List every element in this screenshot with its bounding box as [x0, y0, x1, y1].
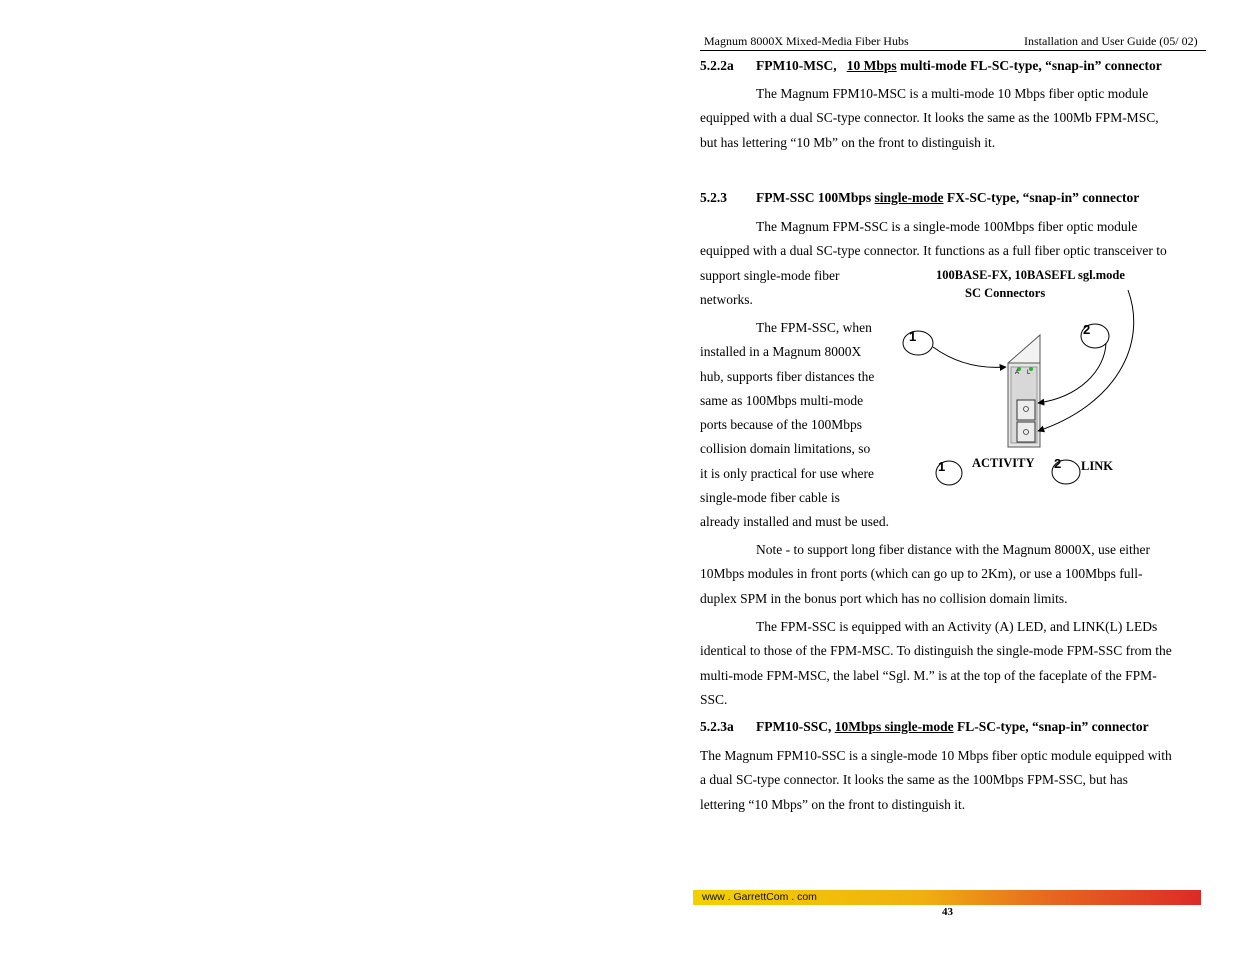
- paragraph-5-2-3-intro: [700, 215, 1200, 264]
- heading-text: FPM10-MSC,: [756, 58, 837, 73]
- text-line: networks.: [700, 292, 753, 308]
- text-line: The FPM-SSC is equipped with an Activity (A) LED, and LINK(L) LEDs: [756, 619, 1158, 634]
- heading-text: FPM-SSC 100Mbps: [756, 190, 875, 205]
- text-line: equipped with a dual SC-type connector. It looks the same as the 100Mb FPM-MSC,: [700, 110, 1159, 126]
- callout-2-number: 2: [1083, 322, 1091, 337]
- label-link: LINK: [1081, 459, 1113, 473]
- arrow-callout-2-top: [1038, 343, 1106, 403]
- heading-5-2-3a: [700, 719, 1149, 735]
- header-right: Installation and User Guide (05/ 02): [1024, 34, 1198, 48]
- diagram-title-line2: SC Connectors: [965, 286, 1046, 300]
- text-line: Note - to support long fiber distance with the Magnum 8000X, use either: [756, 542, 1151, 557]
- callout-1-circle: [903, 331, 933, 355]
- heading-text-rest: FL-SC-type, “snap-in” connector: [953, 719, 1149, 734]
- text-line: lettering “10 Mbps” on the front to distinguish it.: [700, 796, 966, 812]
- text-line: same as 100Mbps multi-mode: [700, 392, 864, 408]
- header-rule: [700, 50, 1206, 51]
- text-line: it is only practical for use where: [700, 465, 874, 481]
- header-left: Magnum 8000X Mixed-Media Fiber Hubs: [704, 34, 909, 48]
- sc-connector-bottom: [1017, 422, 1035, 442]
- text-line: hub, supports fiber distances the: [700, 368, 875, 384]
- heading-5-2-2a: [700, 58, 1162, 74]
- paragraph-5-2-3-narrow: [700, 264, 900, 313]
- page-number: 43: [942, 906, 953, 918]
- led-l-label: L: [1027, 370, 1031, 376]
- heading-5-2-3: [700, 190, 1139, 206]
- text-line: identical to those of the FPM-MSC. To distinguish the single-mode FPM-SSC from the: [700, 643, 1172, 659]
- text-line: The Magnum FPM10-MSC is a multi-mode 10 Mbps fiber optic module: [756, 86, 1149, 101]
- paragraph-note: [700, 538, 1200, 611]
- heading-underlined: 10Mbps single-mode: [834, 719, 954, 734]
- sc-connector-top: [1017, 400, 1035, 420]
- footer-url: www . GarrettCom . com: [702, 891, 817, 903]
- text-line: multi-mode FPM-MSC, the label “Sgl. M.” is at the top of the faceplate of the FPM-: [700, 667, 1157, 683]
- heading-underlined: single-mode: [874, 190, 944, 205]
- text-line: support single-mode fiber: [700, 268, 840, 283]
- paragraph-5-2-3-distances: [700, 316, 910, 535]
- legend-2-number: 2: [1054, 456, 1062, 471]
- heading-text-rest: FX-SC-type, “snap-in” connector: [943, 190, 1140, 205]
- text-line: SSC.: [700, 691, 728, 707]
- text-line: collision domain limitations, so: [700, 441, 871, 457]
- led-a-label: A: [1015, 370, 1020, 376]
- text-line: 10Mbps modules in front ports (which can go up to 2Km), or use a 100Mbps full-: [700, 566, 1143, 582]
- text-line: The Magnum FPM-SSC is a single-mode 100Mbps fiber optic module: [756, 219, 1138, 234]
- callout-1-number: 1: [909, 329, 917, 344]
- diagram-title-line1: 100BASE-FX, 10BASEFL sgl.mode: [936, 268, 1125, 282]
- heading-text: FPM10-SSC,: [756, 719, 835, 734]
- label-activity: ACTIVITY: [972, 456, 1035, 470]
- legend-1-number: 1: [938, 459, 946, 474]
- arrow-callout-2-bottom: [1038, 290, 1134, 431]
- paragraph-5-2-3a: [700, 744, 1200, 817]
- paragraph-5-2-2a: [700, 82, 1200, 155]
- text-line: installed in a Magnum 8000X: [700, 344, 862, 360]
- heading-underlined: 10 Mbps: [846, 58, 897, 73]
- text-line: equipped with a dual SC-type connector. It functions as a full fiber optic transceiver to: [700, 243, 1167, 259]
- text-line: a dual SC-type connector. It looks the same as the 100Mbps FPM-SSC, but has: [700, 772, 1128, 788]
- paragraph-leds: [700, 615, 1200, 712]
- text-line: The FPM-SSC, when: [756, 320, 872, 335]
- section-number: 5.2.3a: [700, 719, 734, 734]
- section-number: 5.2.2a: [700, 58, 734, 73]
- text-line: single-mode fiber cable is: [700, 490, 840, 506]
- arrow-callout-1: [933, 347, 1006, 367]
- heading-text-rest: multi-mode FL-SC-type, “snap-in” connector: [896, 58, 1162, 73]
- section-number: 5.2.3: [700, 190, 727, 205]
- text-line: ports because of the 100Mbps: [700, 417, 862, 433]
- text-line: already installed and must be used.: [700, 514, 889, 530]
- text-line: but has lettering “10 Mb” on the front to distinguish it.: [700, 134, 996, 150]
- text-line: The Magnum FPM10-SSC is a single-mode 10 Mbps fiber optic module equipped with: [700, 748, 1172, 763]
- text-line: duplex SPM in the bonus port which has no collision domain limits.: [700, 590, 1068, 606]
